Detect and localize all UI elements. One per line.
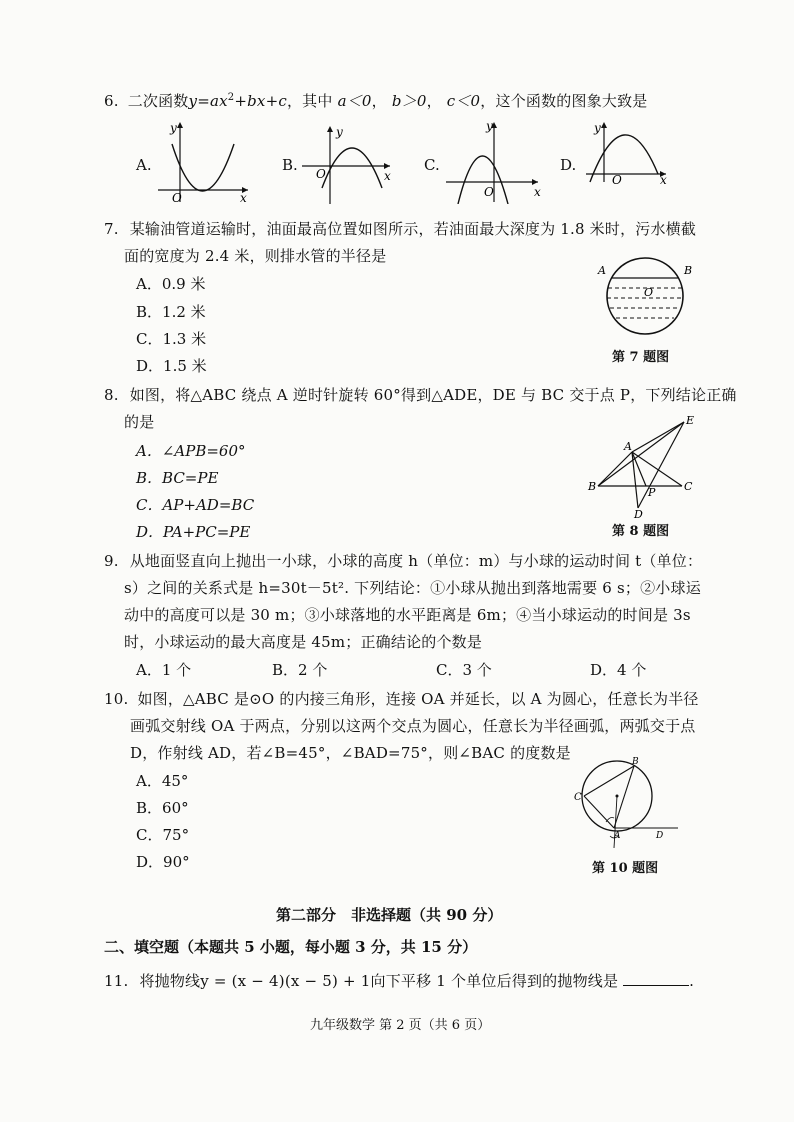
q7-label-a: A [598,264,606,277]
q8-label-e: E [686,414,695,427]
q6-cond-a: a＜0 [337,92,372,110]
q10-line1: 10. 如图，△ABC 是⊙O 的内接三角形，连接 OA 并延长，以 A 为圆心，任意长为半径 [104,690,699,708]
svg-text:x: x [660,173,667,184]
q10-option-b: B．60° [136,799,189,817]
q10-label-c: C [574,792,582,803]
q9-option-a: A．1 个 [136,661,192,679]
q8-label-d: D [634,508,643,520]
q8-figure-rotation [586,412,696,520]
q7-caption: 第 7 题图 [612,350,670,365]
svg-text:O: O [612,173,622,184]
q10-line2: 画弧交射线 OA 于两点，分别以这两个交点为圆心，任意长为半径画弧，两弧交于点 [130,717,696,735]
part2-title: 第二部分 非选择题（共 90 分） [276,906,503,924]
q6-stem: 6. 二次函数$y=ax^2+bx+c$，其中 a＜0， b＞0， c＜0，这个函数的图象大致是 [104,92,648,110]
svg-text:y: y [594,121,601,135]
q6-option-a: A. [136,156,152,174]
svg-text:y: y [486,119,493,133]
q9-option-c: C．3 个 [436,661,492,679]
q9-option-d: D．4 个 [590,661,647,679]
q9-option-b: B．2 个 [272,661,328,679]
q7-option-b: B．1.2 米 [136,303,206,321]
q9-line4: 时，小球运动的最大高度是 45m；正确结论的个数是 [124,633,483,651]
q10-label-b: B [632,757,639,767]
svg-text:x: x [534,185,541,199]
q7-label-o: O [644,286,654,299]
q9-line3: 动中的高度可以是 30 m；③小球落地的水平距离是 6m；④当小球运动的时间是 3s [124,606,691,624]
q9-line1: 9. 从地面竖直向上抛出一小球，小球的高度 h（单位：m）与小球的运动时间 t（单位： [104,552,703,570]
q6-graph-d [586,118,670,184]
q6-number: 6. [104,92,119,110]
q7-option-d: D．1.5 米 [136,357,207,375]
q6-cond-b: b＞0 [391,92,427,110]
q8-label-a: A [624,440,632,453]
q10-label-a: A [614,831,621,841]
q6-a-y-label: y [170,121,177,135]
section-fill-blank: 二、填空题（本题共 5 小题，每小题 3 分，共 15 分） [104,938,478,956]
q6-stem-end: ，这个函数的图象大致是 [480,92,648,110]
q6-option-c: C. [424,156,440,174]
q8-option-a: A．∠APB=60° [136,442,246,460]
q8-line2: 的是 [124,413,155,431]
q9-line2: s）之间的关系式是 h=30t－5t². 下列结论：①小球从抛出到落地需要 6 s；②小球运 [124,579,701,597]
q8-caption: 第 8 题图 [612,524,670,539]
q6-cond-c: c＜0 [446,92,481,110]
q8-option-d: D．PA+PC=PE [136,523,251,541]
q6-graph-b [302,122,398,206]
q8-label-p: P [648,486,656,499]
q6-stem-suffix: ，其中 [286,92,333,110]
q6-option-d: D. [560,156,577,174]
q10-line3: D，作射线 AD，若∠B=45°，∠BAD=75°，则∠BAC 的度数是 [130,744,571,762]
q7-option-c: C．1.3 米 [136,330,207,348]
page-footer: 九年级数学 第 2 页（共 6 页） [310,1018,491,1033]
q10-option-a: A．45° [136,772,189,790]
q7-label-b: B [684,264,693,277]
q11-answer-blank[interactable] [623,971,689,986]
q6-a-origin: O [172,191,182,204]
svg-text:O: O [316,167,326,181]
q8-option-b: B．BC=PE [136,469,219,487]
q6-option-b: B. [282,156,298,174]
svg-text:O: O [484,185,494,199]
q7-option-a: A．0.9 米 [136,275,206,293]
q10-option-c: C．75° [136,826,190,844]
q8-label-b: B [588,480,597,493]
svg-text:y: y [336,125,343,139]
q10-caption: 第 10 题图 [592,861,659,876]
q8-label-c: C [684,480,693,493]
q8-line1: 8. 如图，将△ABC 绕点 A 逆时针旋转 60°得到△ADE，DE 与 BC 交于点 P，下列结论正确 [104,386,737,404]
q10-option-d: D．90° [136,853,190,871]
q7-figure-pipe [594,256,694,340]
q7-line2: 面的宽度为 2.4 米，则排水管的半径是 [124,247,387,265]
q6-graph-c [446,118,546,204]
q8-option-c: C．AP+AD=BC [136,496,255,514]
q11-stem: 11. 将抛物线y = (x − 4)(x − 5) + 1向下平移 1 个单位后得到的抛物线是 . [104,972,695,990]
q6-a-x-label: x [240,191,247,204]
svg-text:x: x [384,169,391,183]
q6-stem-prefix: 二次函数 [127,92,189,110]
q10-label-d: D [656,831,664,841]
q7-line1: 7. 某输油管道运输时，油面最高位置如图所示，若油面最大深度为 1.8 米时，污水横截 [104,220,697,238]
q10-figure-circle [570,756,682,850]
q6-graph-a [158,118,254,204]
